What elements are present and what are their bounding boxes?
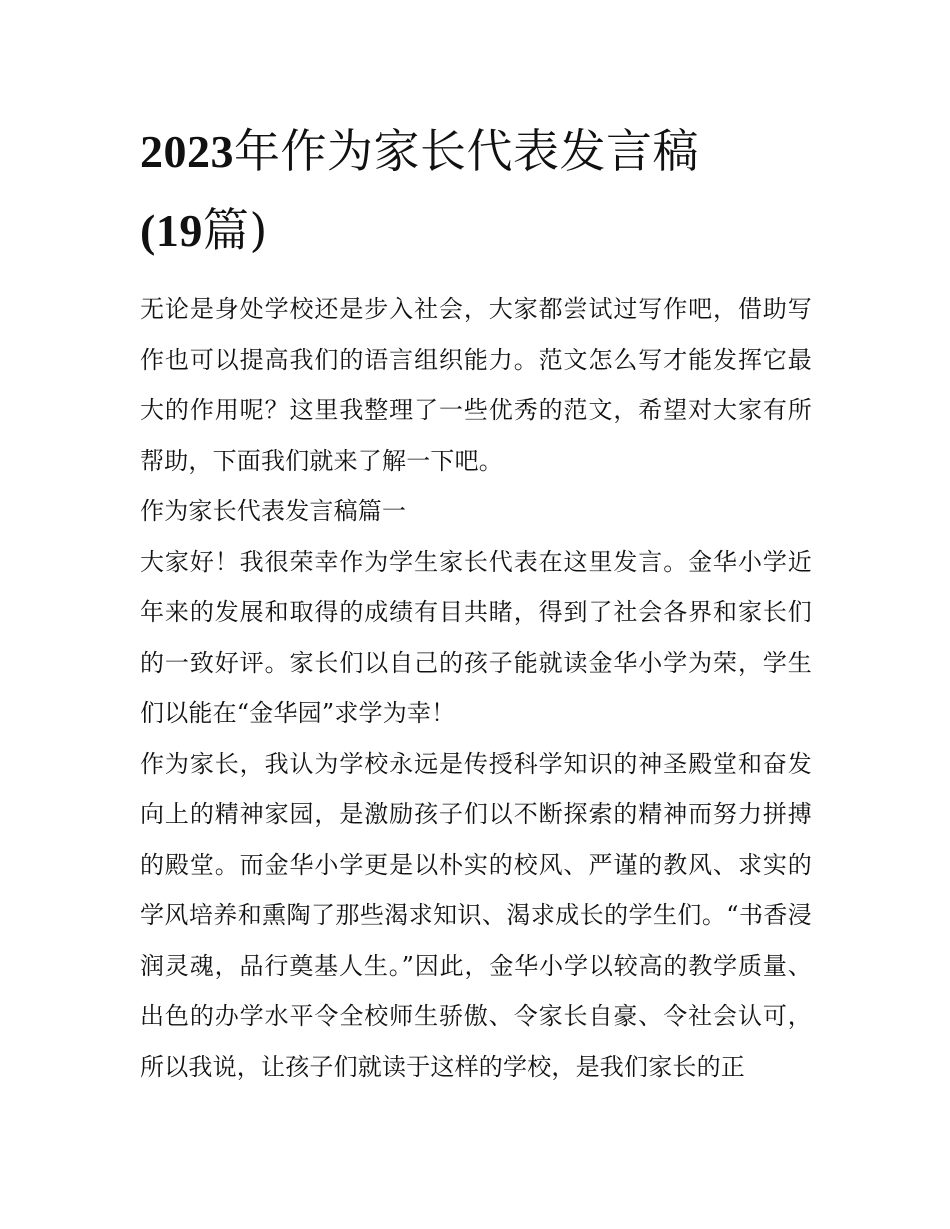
title-main: 年作为家长代表发言稿: [234, 124, 699, 178]
body-paragraph: 大家好！我很荣幸作为学生家长代表在这里发言。金华小学近年来的发展和取得的成绩有目共睹，得到了社会各界和家长们的一致好评。家长们以自己的孩子能就读金华小学为荣，学生们以能在“金华园”求学为幸！: [140, 547, 812, 727]
document-page: [140, 112, 812, 1092]
title-year: 2023: [140, 126, 234, 177]
intro-paragraph: 无论是身处学校还是步入社会，大家都尝试过写作吧，借助写作也可以提高我们的语言组织能力。范文怎么写才能发挥它最大的作用呢？这里我整理了一些优秀的范文，希望对大家有所帮助，下面我们就来了解一下吧。: [140, 295, 812, 475]
title-count: (19: [140, 205, 203, 256]
body-paragraph: 作为家长，我认为学校永远是传授科学知识的神圣殿堂和奋发向上的精神家园，是激励孩子们以不断探索的精神而努力拼搏的殿堂。而金华小学更是以朴实的校风、严谨的教风、求实的学风培养和熏陶了那些渴求知识、渴求成长的学生们。“书香浸润灵魂，品行奠基人生。”因此，金华小学以较高的教学质量、出色的办学水平令全校师生骄傲、令家长自豪、令社会认可，所以我说，让孩子们就读于这样的学校，是我们家长的正: [140, 749, 812, 1081]
document-body: [140, 284, 812, 1092]
title-unit: 篇): [202, 203, 268, 257]
section-heading: 作为家长代表发言稿篇一: [140, 497, 407, 525]
document-title: [140, 112, 812, 270]
